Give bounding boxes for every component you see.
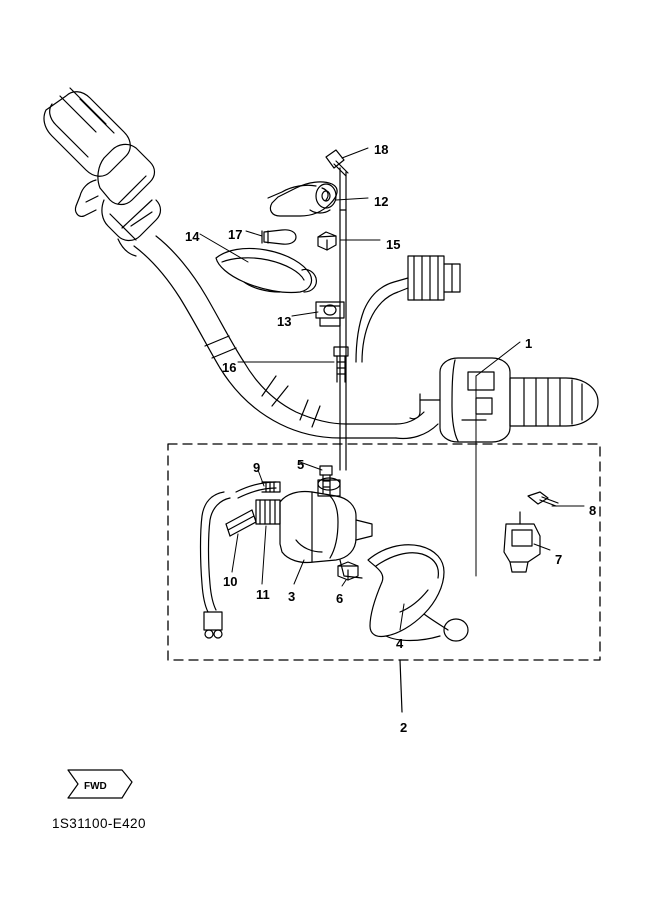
callout-3: 3 [288,589,296,604]
callout-5: 5 [297,457,305,472]
callout-4: 4 [396,636,404,651]
callout-18: 18 [374,142,389,157]
part-12-bracket [268,182,337,216]
right-switch-assembly [410,358,510,442]
left-grip [44,88,130,176]
part-18-bolt [326,150,348,176]
callout-6: 6 [336,591,344,606]
left-switch-housing [75,144,160,256]
callout-10: 10 [223,574,238,589]
callout-2: 2 [400,720,408,735]
callout-17: 17 [228,227,243,242]
callout-12: 12 [374,194,389,209]
part-7-holder [504,512,540,572]
callout-14: 14 [185,229,200,244]
callout-7: 7 [555,552,563,567]
part-17-pin [262,230,296,244]
part-15-nut [318,232,336,250]
part-8-bolt [528,492,558,506]
part-4-brake-lever [368,545,468,641]
callout-9: 9 [253,460,261,475]
callout-1: 1 [525,336,533,351]
switch-connector [356,256,460,362]
callout-8: 8 [589,503,597,518]
callout-16: 16 [222,360,237,375]
leader-2 [400,660,402,712]
vertical-rod [340,168,346,470]
callout-11: 11 [256,587,270,602]
callout-15: 15 [386,237,401,252]
fwd-label: FWD [84,781,107,792]
dashed-group-box [168,444,600,660]
right-grip [510,378,598,426]
part-6-nut [338,562,358,580]
part-code-label: 1S31100-E420 [52,816,146,831]
callout-13: 13 [277,314,292,329]
part-11-nut [256,500,280,524]
part-9-adjuster [236,482,280,498]
part-10-spring [226,510,256,536]
part-14-lever [216,248,316,292]
part-3-master-cylinder [280,478,372,578]
switch-wire [201,492,231,638]
